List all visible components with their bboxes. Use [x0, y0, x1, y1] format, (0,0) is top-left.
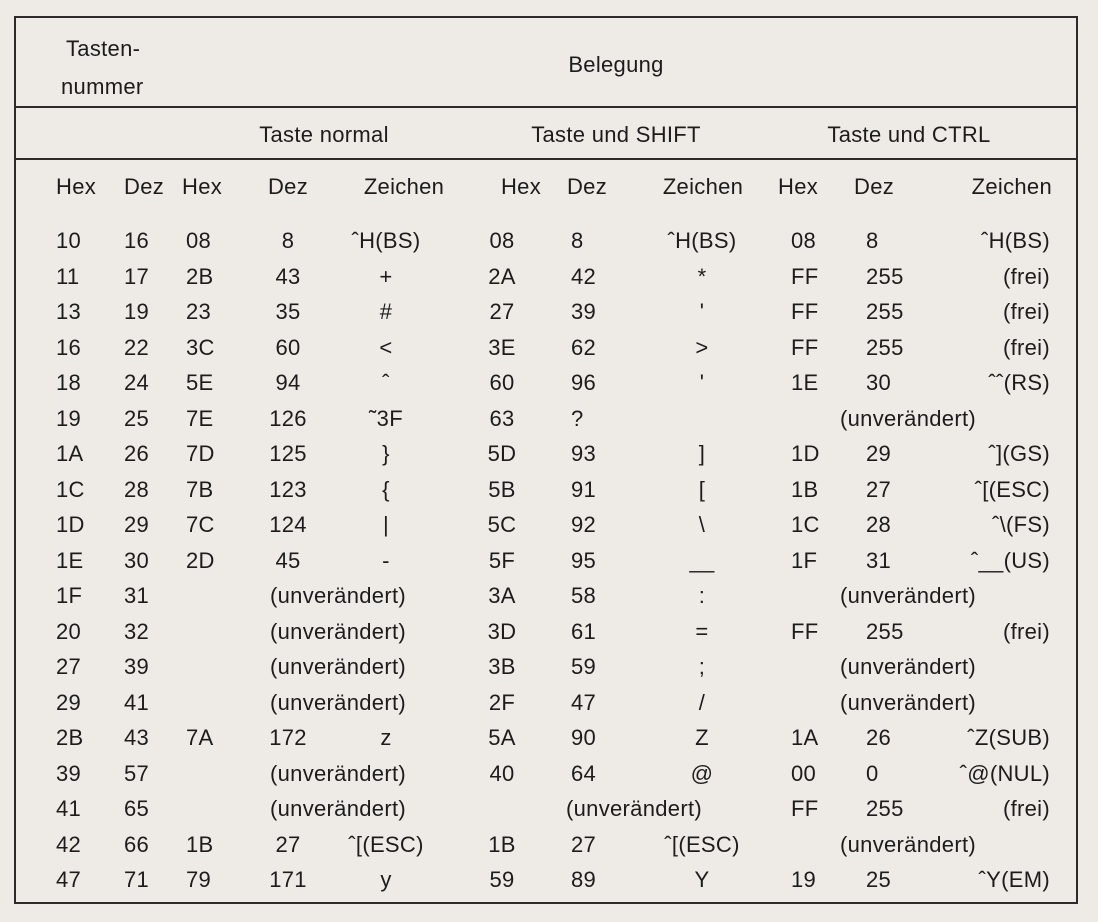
key-dez: 17	[124, 264, 150, 289]
ctrl-zeichen: ˆ](GS)	[988, 441, 1050, 466]
ctrl-dez: 0	[866, 761, 879, 786]
normal-dez: 60	[275, 335, 301, 360]
key-hex: 1F	[56, 583, 83, 608]
key-hex: 47	[56, 867, 82, 892]
shift-dez: 90	[571, 725, 597, 750]
normal-hex: 7B	[186, 477, 214, 502]
shift-zeichen: ;	[698, 654, 706, 679]
column-header: Zeichen	[662, 174, 744, 199]
shift-dez: 58	[571, 583, 597, 608]
shift-dez: 93	[571, 441, 597, 466]
key-dez: 32	[124, 619, 150, 644]
normal-dez: 172	[269, 725, 307, 750]
key-dez: 71	[124, 867, 150, 892]
normal-dez: 45	[275, 548, 301, 573]
shift-dez: 61	[571, 619, 597, 644]
column-header: Hex	[56, 174, 97, 199]
ctrl-dez: 25	[866, 867, 892, 892]
key-hex: 10	[56, 228, 82, 253]
normal-hex: 7A	[186, 725, 214, 750]
shift-dez: 8	[571, 228, 584, 253]
shift-hex: 1B	[488, 832, 516, 857]
ctrl-zeichen: ˆ[(ESC)	[974, 477, 1050, 502]
ctrl-zeichen: ˆ\(FS)	[991, 512, 1050, 537]
shift-zeichen: '	[699, 370, 705, 395]
key-hex: 2B	[56, 725, 84, 750]
shift-dez: 39	[571, 299, 597, 324]
ctrl-dez: 31	[866, 548, 892, 573]
normal-dez: 35	[275, 299, 301, 324]
key-dez: 41	[124, 690, 150, 715]
key-dez: 19	[124, 299, 150, 324]
key-hex: 19	[56, 406, 82, 431]
ctrl-dez: 26	[866, 725, 892, 750]
ctrl-hex: 1A	[791, 725, 819, 750]
ctrl-hex: 19	[791, 867, 817, 892]
normal-dez: 125	[269, 441, 307, 466]
key-hex: 20	[56, 619, 82, 644]
key-hex: 27	[56, 654, 82, 679]
ctrl-hex: 08	[791, 228, 817, 253]
normal-zeichen: }	[382, 441, 390, 466]
column-header: Dez	[854, 174, 895, 199]
shift-dez: 62	[571, 335, 597, 360]
shift-hex: 08	[489, 228, 515, 253]
shift-dez: 64	[571, 761, 597, 786]
normal-dez: 94	[275, 370, 301, 395]
key-hex: 42	[56, 832, 82, 857]
key-hex: 18	[56, 370, 82, 395]
ctrl-dez: 8	[866, 228, 879, 253]
key-dez: 16	[124, 228, 150, 253]
normal-zeichen: z	[380, 725, 392, 750]
key-dez: 24	[124, 370, 150, 395]
key-dez: 65	[124, 796, 150, 821]
normal-hex: 79	[186, 867, 212, 892]
group-shift: Taste und SHIFT	[531, 122, 701, 147]
ctrl-hex: FF	[791, 796, 819, 821]
shift-zeichen: :	[698, 583, 706, 608]
ctrl-unchanged: (unverändert)	[840, 690, 976, 715]
shift-hex: 3E	[488, 335, 516, 360]
shift-dez: ?	[571, 406, 584, 431]
shift-dez: 42	[571, 264, 597, 289]
ctrl-hex: 00	[791, 761, 817, 786]
shift-dez: 95	[571, 548, 597, 573]
ctrl-hex: 1E	[791, 370, 819, 395]
ctrl-unchanged: (unverändert)	[840, 583, 976, 608]
shift-zeichen: \	[698, 512, 706, 537]
ctrl-hex: 1D	[791, 441, 820, 466]
key-hex: 1A	[56, 441, 84, 466]
shift-hex: 5D	[487, 441, 517, 466]
shift-zeichen: ]	[698, 441, 706, 466]
ctrl-unchanged: (unverändert)	[840, 406, 976, 431]
key-dez: 26	[124, 441, 150, 466]
ctrl-zeichen: ˆ@(NUL)	[959, 761, 1050, 786]
shift-hex: 3B	[488, 654, 516, 679]
shift-hex: 63	[489, 406, 515, 431]
ctrl-dez: 255	[866, 619, 904, 644]
shift-hex: 5B	[488, 477, 516, 502]
normal-dez: 27	[275, 832, 301, 857]
ctrl-dez: 30	[866, 370, 892, 395]
normal-hex: 7D	[186, 441, 215, 466]
normal-zeichen: ˜3F	[369, 406, 403, 431]
normal-hex: 2B	[186, 264, 214, 289]
ctrl-hex: FF	[791, 619, 819, 644]
ctrl-unchanged: (unverändert)	[840, 654, 976, 679]
key-dez: 30	[124, 548, 150, 573]
key-hex: 29	[56, 690, 82, 715]
key-hex: 1C	[56, 477, 85, 502]
normal-zeichen: #	[379, 299, 393, 324]
ctrl-dez: 255	[866, 299, 904, 324]
key-hex: 11	[56, 264, 80, 289]
divider-groups	[16, 158, 1076, 160]
shift-zeichen: @	[690, 761, 714, 786]
ctrl-hex: FF	[791, 264, 819, 289]
key-dez: 39	[124, 654, 150, 679]
column-header: Zeichen	[363, 174, 445, 199]
shift-zeichen: [	[698, 477, 706, 502]
normal-hex: 08	[186, 228, 212, 253]
shift-dez: 89	[571, 867, 597, 892]
shift-dez: 91	[571, 477, 597, 502]
normal-hex: 7C	[186, 512, 215, 537]
normal-unchanged: (unverändert)	[270, 654, 406, 679]
shift-hex: 5C	[487, 512, 517, 537]
ctrl-dez: 28	[866, 512, 892, 537]
shift-hex: 3D	[487, 619, 517, 644]
ctrl-hex: FF	[791, 299, 819, 324]
ctrl-dez: 255	[866, 335, 904, 360]
column-header: Zeichen	[971, 174, 1052, 199]
ctrl-zeichen: (frei)	[1002, 796, 1050, 821]
shift-dez: 96	[571, 370, 597, 395]
ctrl-hex: 1B	[791, 477, 819, 502]
key-hex: 39	[56, 761, 82, 786]
column-header: Dez	[566, 174, 608, 199]
normal-zeichen: +	[379, 264, 393, 289]
shift-dez: 47	[571, 690, 597, 715]
normal-unchanged: (unverändert)	[270, 796, 406, 821]
shift-hex: 27	[489, 299, 515, 324]
shift-hex: 5F	[488, 548, 516, 573]
ctrl-zeichen: (frei)	[1002, 619, 1050, 644]
normal-dez: 123	[269, 477, 307, 502]
ctrl-zeichen: ˆˆ(RS)	[988, 370, 1050, 395]
shift-zeichen: *	[697, 264, 707, 289]
ctrl-zeichen: (frei)	[1002, 264, 1050, 289]
title-main: Belegung	[568, 52, 664, 77]
shift-unchanged: (unverändert)	[566, 796, 702, 821]
shift-hex: 2A	[488, 264, 516, 289]
group-normal: Taste normal	[259, 122, 389, 147]
shift-zeichen: >	[695, 335, 709, 360]
normal-unchanged: (unverändert)	[270, 761, 406, 786]
key-dez: 66	[124, 832, 150, 857]
normal-dez: 126	[269, 406, 307, 431]
normal-zeichen: |	[382, 512, 390, 537]
shift-dez: 27	[571, 832, 597, 857]
ctrl-dez: 29	[866, 441, 892, 466]
key-hex: 1D	[56, 512, 85, 537]
shift-zeichen: ˆ[(ESC)	[664, 832, 740, 857]
key-dez: 25	[124, 406, 150, 431]
shift-hex: 3A	[488, 583, 516, 608]
normal-zeichen: {	[382, 477, 390, 502]
key-hex: 16	[56, 335, 82, 360]
shift-zeichen: /	[698, 690, 706, 715]
shift-hex: 40	[489, 761, 515, 786]
normal-zeichen: ˆH(BS)	[351, 228, 421, 253]
ctrl-dez: 255	[866, 264, 904, 289]
ctrl-zeichen: ˆY(EM)	[978, 867, 1050, 892]
shift-hex: 5A	[488, 725, 516, 750]
normal-dez: 43	[275, 264, 301, 289]
column-header: Dez	[267, 174, 309, 199]
title-left-line1: Tasten-	[66, 36, 141, 61]
normal-hex: 2D	[186, 548, 215, 573]
ctrl-zeichen: (frei)	[1002, 299, 1050, 324]
normal-zeichen: -	[382, 548, 390, 573]
key-dez: 43	[124, 725, 150, 750]
shift-zeichen: ˆH(BS)	[667, 228, 737, 253]
normal-unchanged: (unverändert)	[270, 619, 406, 644]
normal-hex: 23	[186, 299, 212, 324]
group-ctrl: Taste und CTRL	[827, 122, 991, 147]
normal-hex: 7E	[186, 406, 214, 431]
title-left-line2: nummer	[61, 74, 144, 99]
normal-zeichen: <	[379, 335, 393, 360]
normal-unchanged: (unverändert)	[270, 690, 406, 715]
key-hex: 13	[56, 299, 82, 324]
ctrl-hex: 1F	[791, 548, 818, 573]
column-header: Hex	[500, 174, 542, 199]
key-dez: 22	[124, 335, 150, 360]
key-dez: 57	[124, 761, 150, 786]
shift-zeichen: __	[689, 548, 715, 573]
column-header: Hex	[182, 174, 223, 199]
shift-zeichen: Z	[695, 725, 709, 750]
normal-hex: 1B	[186, 832, 214, 857]
key-table	[14, 16, 1078, 904]
normal-dez: 8	[281, 228, 295, 253]
shift-hex: 60	[489, 370, 515, 395]
normal-zeichen: ˆ[(ESC)	[348, 832, 424, 857]
shift-zeichen: Y	[694, 867, 710, 892]
shift-hex: 2F	[488, 690, 516, 715]
ctrl-dez: 255	[866, 796, 904, 821]
normal-unchanged: (unverändert)	[270, 583, 406, 608]
key-dez: 29	[124, 512, 150, 537]
column-header: Dez	[124, 174, 165, 199]
key-hex: 1E	[56, 548, 84, 573]
ctrl-hex: FF	[791, 335, 819, 360]
shift-zeichen: '	[699, 299, 705, 324]
normal-hex: 5E	[186, 370, 214, 395]
ctrl-dez: 27	[866, 477, 892, 502]
key-dez: 31	[124, 583, 150, 608]
normal-dez: 171	[269, 867, 307, 892]
key-dez: 28	[124, 477, 150, 502]
shift-dez: 59	[571, 654, 597, 679]
normal-hex: 3C	[186, 335, 215, 360]
normal-zeichen: ˆ	[382, 370, 390, 395]
column-header: Hex	[778, 174, 819, 199]
ctrl-zeichen: ˆZ(SUB)	[967, 725, 1050, 750]
normal-dez: 124	[269, 512, 307, 537]
ctrl-hex: 1C	[791, 512, 820, 537]
ctrl-unchanged: (unverändert)	[840, 832, 976, 857]
ctrl-zeichen: ˆH(BS)	[980, 228, 1050, 253]
divider-title	[16, 106, 1076, 108]
shift-dez: 92	[571, 512, 597, 537]
normal-zeichen: y	[380, 867, 392, 892]
ctrl-zeichen: ˆ__(US)	[970, 548, 1050, 573]
ctrl-zeichen: (frei)	[1002, 335, 1050, 360]
shift-zeichen: =	[695, 619, 709, 644]
key-hex: 41	[56, 796, 82, 821]
shift-hex: 59	[489, 867, 515, 892]
